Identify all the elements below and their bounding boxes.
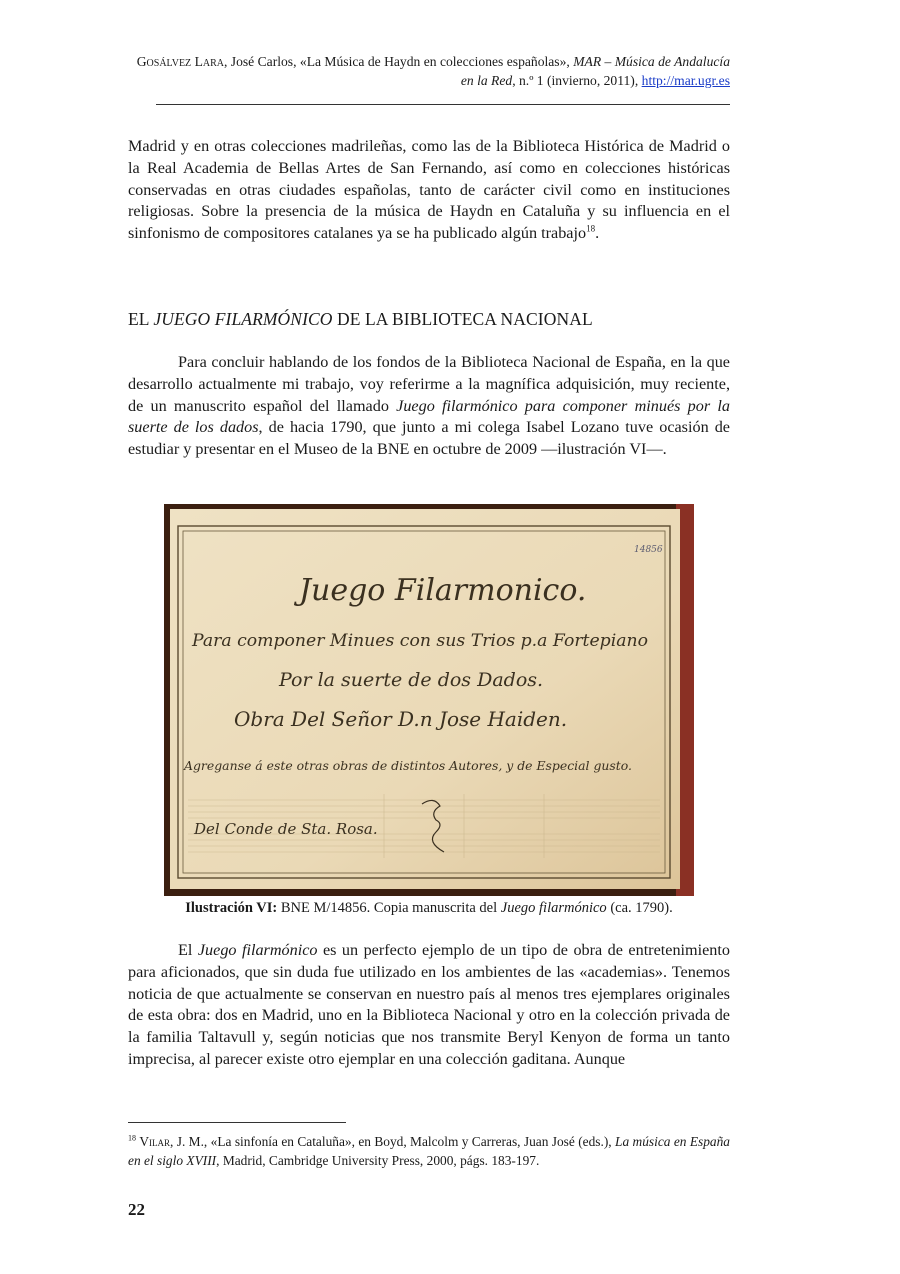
header-rule: [156, 104, 730, 105]
caption-text: BNE M/14856. Copia manuscrita del: [277, 900, 501, 916]
manuscript-line-6: Del Conde de Sta. Rosa.: [194, 820, 378, 838]
footnote-text-b: , Madrid, Cambridge University Press, 2000, págs. 183-197.: [216, 1153, 540, 1168]
running-header: [128, 52, 730, 90]
paragraph-3-title: Juego filarmónico: [197, 941, 318, 959]
paragraph-1: [128, 136, 730, 245]
paragraph-2-title: Juego filarmónico para componer minués por la suerte de los dados: [128, 396, 730, 437]
paragraph-1-text: Madrid y en otras colecciones madrileñas, como las de la Biblioteca Histórica de Madrid o la Real Academia de Bellas Artes de San Fernando, así como en colecciones históricas conservadas en otras ciudades españolas, tanto de carácter civil como en instituciones religiosas. Sobre la presencia de la música de Haydn en Cataluña y su influencia en el sinfonismo de compositores catalanes ya se ha publicado algún trabajo: [128, 137, 730, 243]
section-title-post: DE LA BIBLIOTECA NACIONAL: [332, 309, 593, 329]
footnote-rule: [128, 1122, 346, 1123]
paragraph-2: [128, 352, 730, 461]
header-author-surname: Gosálvez Lara: [136, 54, 224, 69]
shelfmark-note: 14856: [634, 545, 663, 555]
paragraph-2-a: Para concluir hablando de los fondos de la Biblioteca Nacional de España, en la que desarrollo actualmente mi trabajo, voy referirme a la magnífica adquisición, muy reciente, de un manuscrito español del llamado: [128, 353, 730, 415]
header-url-link[interactable]: http://mar.ugr.es: [641, 73, 730, 88]
footnote-18: [128, 1132, 730, 1170]
header-author-rest: , José Carlos, «La Música de Haydn en colecciones españolas»,: [224, 54, 574, 69]
paragraph-3-b: es un perfecto ejemplo de un tipo de obra de entretenimiento para aficionados, que sin duda fue utilizado en los ambientes de las «academias». Tenemos noticia de que actualmente se conservan en nuestro país al menos tres ejemplares originales de esta obra: dos en Madrid, uno en la Biblioteca Nacional y otro en la colección privada de la familia Taltavull y, según noticias que nos transmite Beryl Kenyon de forma un tanto imprecisa, al parecer existe otro ejemplar en una colección gaditana. Aunque: [128, 941, 730, 1068]
manuscript-line-2: Para componer Minues con sus Trios p.a Fortepiano: [190, 631, 648, 651]
caption-end: (ca. 1790).: [606, 900, 673, 916]
paragraph-3: [128, 940, 730, 1071]
page-number: 22: [128, 1200, 145, 1219]
header-journal: MAR – Música de Andalucía en la Red: [460, 54, 730, 88]
manuscript-line-5: Agreganse á este otras obras de distintos Autores, y de Especial gusto.: [182, 759, 632, 773]
footnote-text-a: , J. M., «La sinfonía en Cataluña», en Boyd, Malcolm y Carreras, Juan José (eds.),: [170, 1134, 616, 1149]
section-title-em: JUEGO FILARMÓNICO: [153, 309, 333, 329]
footnote-author: Vilar: [139, 1134, 171, 1149]
manuscript-line-4: Obra Del Señor D.n Jose Haiden.: [234, 707, 568, 731]
caption-label: Ilustración VI:: [185, 900, 278, 916]
paragraph-2-b: , de hacia 1790, que junto a mi colega Isabel Lozano tuve ocasión de estudiar y presentar en el Museo de la BNE en octubre de 2009 —ilustración VI—.: [128, 418, 730, 459]
footnote-number: 18: [128, 1133, 136, 1143]
paragraph-1-end: .: [595, 224, 600, 243]
paragraph-3-a: El: [178, 941, 198, 959]
section-title-pre: EL: [128, 309, 154, 329]
manuscript-illustration: [164, 504, 694, 896]
section-title: [128, 309, 730, 330]
figure-caption: [128, 900, 730, 917]
footnote-ref-18[interactable]: 18: [586, 223, 596, 234]
footnote-title: La música en España en el siglo XVIII: [128, 1134, 730, 1168]
caption-title: Juego filarmónico: [500, 900, 607, 916]
manuscript-line-3: Por la suerte de dos Dados.: [279, 669, 544, 691]
manuscript-image: [164, 504, 694, 896]
manuscript-title: Juego Filarmonico.: [299, 573, 587, 608]
header-issue: , n.º 1 (invierno, 2011),: [512, 73, 642, 88]
